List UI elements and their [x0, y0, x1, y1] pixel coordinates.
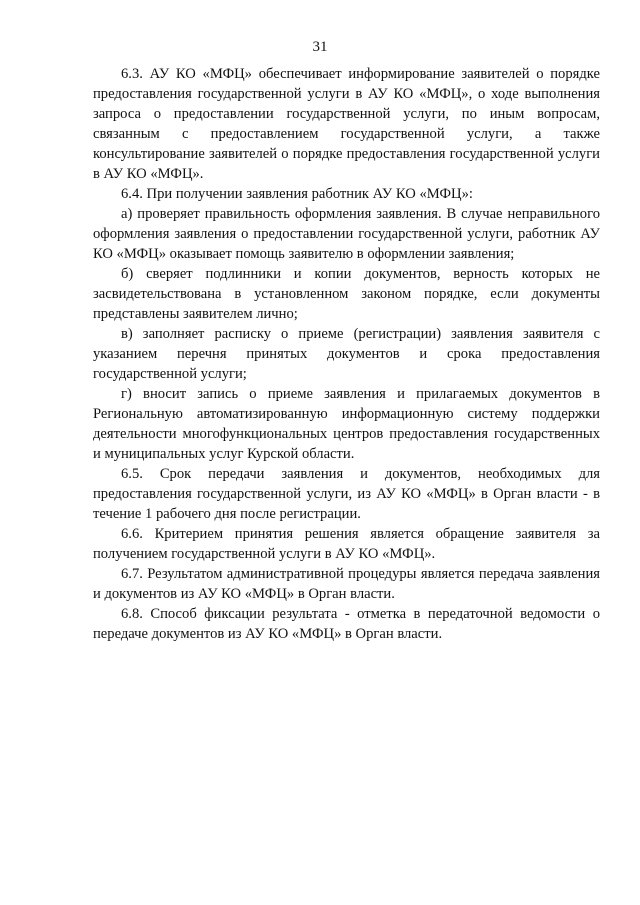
- paragraph-6-4-b: б) сверяет подлинники и копии документов, верность которых не засвидетельствована в установленном законом порядке, если документы представлены заявителем лично;: [93, 266, 600, 322]
- document-body: [93, 64, 600, 644]
- paragraph-6-4-a: а) проверяет правильность оформления заявления. В случае неправильного оформления заявления о предоставлении государственной услуги, работник АУ КО «МФЦ» оказывает помощь заявителю в оформлении заявления;: [93, 206, 600, 262]
- paragraph-6-3: 6.3. АУ КО «МФЦ» обеспечивает информирование заявителей о порядке предоставления государственной услуги в АУ КО «МФЦ», о ходе выполнения запроса о предоставлении государственной услуги, по иным вопросам, связанным с предоставлением государственной услуги, а также консультирование заявителей о порядке предоставления государственной услуги в АУ КО «МФЦ».: [93, 66, 600, 182]
- paragraph-6-7: 6.7. Результатом административной процедуры является передача заявления и документов из АУ КО «МФЦ» в Орган власти.: [93, 566, 600, 602]
- paragraph-6-4-v: в) заполняет расписку о приеме (регистрации) заявления заявителя с указанием перечня принятых документов и срока предоставления государственной услуги;: [93, 326, 600, 382]
- paragraph-6-4-g: г) вносит запись о приеме заявления и прилагаемых документов в Региональную автоматизированную информационную систему поддержки деятельности многофункциональных центров предоставления государственных и муниципальных услуг Курской области.: [93, 386, 600, 462]
- paragraph-6-6: 6.6. Критерием принятия решения является обращение заявителя за получением государственной услуги в АУ КО «МФЦ».: [93, 526, 600, 562]
- paragraph-6-4: 6.4. При получении заявления работник АУ КО «МФЦ»:: [121, 186, 473, 202]
- page-number: 31: [312, 39, 328, 55]
- paragraph-6-8: 6.8. Способ фиксации результата - отметка в передаточной ведомости о передаче документов из АУ КО «МФЦ» в Орган власти.: [93, 606, 600, 642]
- paragraph-6-5: 6.5. Срок передачи заявления и документов, необходимых для предоставления государственной услуги, из АУ КО «МФЦ» в Орган власти - в течение 1 рабочего дня после регистрации.: [93, 466, 600, 522]
